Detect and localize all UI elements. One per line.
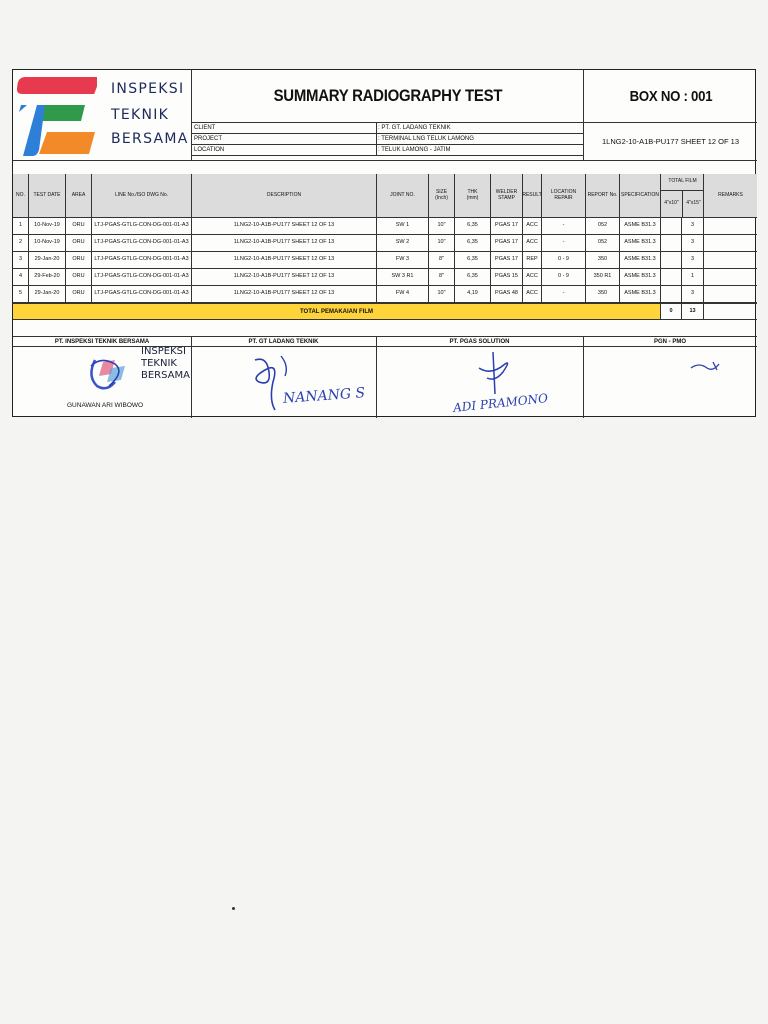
sheet-ref-cell [583, 122, 757, 160]
cell-thk: 4,19 [454, 286, 490, 302]
col-welder-stamp: WELDER STAMP [490, 174, 522, 218]
cell-remarks [703, 235, 757, 251]
cell-size: 10" [428, 235, 454, 251]
cell-repair: - [541, 286, 585, 302]
cell-joint: SW 1 [376, 218, 428, 234]
sign-company-2: PT. GT LADANG TEKNIK [248, 339, 319, 345]
total-row [13, 303, 660, 320]
col-result: RESULT [522, 174, 541, 218]
info-block [191, 122, 583, 160]
cell-remarks [703, 218, 757, 234]
cell-report: 350 R1 [585, 269, 619, 285]
col-report-no: REPORT No. [585, 174, 619, 218]
cell-spec: ASME B31.3 [619, 235, 660, 251]
sign-company-3: PT. PGAS SOLUTION [449, 339, 510, 345]
cell-repair: - [541, 235, 585, 251]
cell-spec: ASME B31.3 [619, 269, 660, 285]
stamp-line-1: INSPEKSI [141, 346, 186, 357]
table-row [13, 235, 757, 252]
col-location-repair: LOCATION REPAIR [541, 174, 585, 218]
cell-size: 8" [428, 269, 454, 285]
table-row [13, 218, 757, 235]
cell-line: LTJ-PGAS-GTLG-CON-DG-001-01-A3 [91, 218, 191, 234]
cell-film_a [660, 218, 681, 234]
cell-desc: 1LNG2-10-A1B-PU177 SHEET 12 OF 13 [191, 235, 376, 251]
signature-mark-4-icon [689, 360, 723, 374]
cell-desc: 1LNG2-10-A1B-PU177 SHEET 12 OF 13 [191, 252, 376, 268]
client-label: CLIENT [194, 125, 216, 131]
cell-film_a [660, 286, 681, 302]
paper-speck [232, 907, 235, 910]
total-remarks [703, 303, 757, 320]
cell-no: 1 [18, 222, 23, 229]
col-size: SIZE (Inch) [428, 174, 454, 218]
signature-scribble-3-icon [465, 350, 515, 400]
cell-remarks [703, 269, 757, 285]
cell-film_a [660, 252, 681, 268]
cell-film_b: 3 [681, 235, 703, 251]
box-no-cell [583, 70, 757, 122]
document-sheet [12, 69, 756, 417]
cell-report: 350 [585, 252, 619, 268]
film-size-b: 4"x15" [682, 190, 704, 218]
logo-mark-icon [17, 74, 97, 158]
cell-report: 052 [585, 218, 619, 234]
cell-no: 2 [18, 239, 23, 246]
cell-welder: PGAS 17 [490, 218, 522, 234]
cell-thk: 6,35 [454, 269, 490, 285]
cell-result: ACC [522, 235, 541, 251]
cell-remarks [703, 286, 757, 302]
cell-joint: FW 3 [376, 252, 428, 268]
cell-thk: 6,35 [454, 218, 490, 234]
total-film-label: TOTAL FILM [668, 178, 697, 185]
cell-no: 5 [18, 290, 23, 297]
cell-spec: ASME B31.3 [619, 218, 660, 234]
table-body [13, 218, 757, 303]
cell-report: 350 [585, 286, 619, 302]
document-title: SUMMARY RADIOGRAPHY TEST [273, 86, 502, 105]
col-joint-no: JOINT NO. [376, 174, 428, 218]
cell-result: ACC [522, 286, 541, 302]
company-logo [13, 70, 191, 160]
cell-repair: 0 - 9 [541, 269, 585, 285]
cell-repair: - [541, 218, 585, 234]
col-area: AREA [65, 174, 91, 218]
logo-text-teknik: TEKNIK [111, 107, 170, 123]
project-value: : TERMINAL LNG TELUK LAMONG [378, 136, 474, 142]
signer-name-1: GUNAWAN ARI WIBOWO [67, 402, 144, 409]
cell-spec: ASME B31.3 [619, 286, 660, 302]
cell-welder: PGAS 15 [490, 269, 522, 285]
table-row [13, 252, 757, 269]
cell-thk: 6,35 [454, 235, 490, 251]
cell-desc: 1LNG2-10-A1B-PU177 SHEET 12 OF 13 [191, 269, 376, 285]
location-label: LOCATION [194, 147, 225, 153]
signature-handwritten-2: NANANG S [282, 385, 366, 407]
cell-area: ORU [65, 218, 91, 234]
cell-result: ACC [522, 218, 541, 234]
cell-film_b: 3 [681, 218, 703, 234]
cell-result: ACC [522, 269, 541, 285]
location-value: : TELUK LAMONG - JATIM [378, 147, 451, 153]
cell-welder: PGAS 48 [490, 286, 522, 302]
cell-area: ORU [65, 235, 91, 251]
cell-size: 8" [428, 252, 454, 268]
cell-area: ORU [65, 269, 91, 285]
cell-date: 29-Feb-20 [28, 269, 65, 285]
signature-handwritten-3: ADI PRAMONO [452, 391, 549, 415]
title-cell [191, 70, 583, 122]
table-header [13, 174, 757, 218]
sign-company-4: PGN - PMO [653, 339, 686, 345]
cell-film_a [660, 235, 681, 251]
cell-joint: SW 3 R1 [376, 269, 428, 285]
sheet-reference: 1LNG2-10-A1B-PU177 SHEET 12 OF 13 [601, 136, 739, 146]
col-description: DESCRIPTION [191, 174, 376, 218]
cell-repair: 0 - 9 [541, 252, 585, 268]
logo-text-inspeksi: INSPEKSI [111, 81, 185, 97]
cell-size: 10" [428, 218, 454, 234]
project-label: PROJECT [194, 136, 223, 142]
cell-area: ORU [65, 252, 91, 268]
cell-desc: 1LNG2-10-A1B-PU177 SHEET 12 OF 13 [191, 286, 376, 302]
total-film-b: 13 [681, 303, 703, 320]
cell-film_a [660, 269, 681, 285]
cell-welder: PGAS 17 [490, 252, 522, 268]
cell-size: 10" [428, 286, 454, 302]
stamp-line-3: BERSAMA [141, 369, 190, 381]
stamp-text [141, 346, 190, 381]
col-no: NO. [16, 192, 25, 199]
signature-block [13, 336, 757, 418]
cell-thk: 6,35 [454, 252, 490, 268]
box-number: BOX NO : 001 [629, 87, 712, 105]
client-value: : PT. GT. LADANG TEKNIK [378, 125, 451, 131]
cell-film_b: 3 [681, 252, 703, 268]
cell-joint: SW 2 [376, 235, 428, 251]
cell-report: 052 [585, 235, 619, 251]
cell-no: 4 [18, 273, 23, 280]
cell-welder: PGAS 17 [490, 235, 522, 251]
cell-spec: ASME B31.3 [619, 252, 660, 268]
cell-result: REP [522, 252, 541, 268]
cell-film_b: 1 [681, 269, 703, 285]
cell-desc: 1LNG2-10-A1B-PU177 SHEET 12 OF 13 [191, 218, 376, 234]
total-label: TOTAL PEMAKAIAN FILM [300, 309, 373, 315]
cell-film_b: 3 [681, 286, 703, 302]
cell-joint: FW 4 [376, 286, 428, 302]
col-thk: THK (mm) [454, 174, 490, 218]
total-film-a: 0 [660, 303, 681, 320]
cell-area: ORU [65, 286, 91, 302]
col-total-film [660, 174, 703, 218]
cell-line: LTJ-PGAS-GTLG-CON-DG-001-01-A3 [91, 286, 191, 302]
logo-text-bersama: BERSAMA [111, 131, 189, 147]
cell-line: LTJ-PGAS-GTLG-CON-DG-001-01-A3 [91, 269, 191, 285]
cell-no: 3 [18, 256, 23, 263]
table-row [13, 286, 757, 303]
stamp-line-2: TEKNIK [141, 357, 177, 369]
sign-company-1: PT. INSPEKSI TEKNIK BERSAMA [54, 339, 150, 345]
col-test-date: TEST DATE [28, 174, 65, 218]
col-line-no: LINE No./ISO DWG No. [91, 174, 191, 218]
cell-remarks [703, 252, 757, 268]
cell-date: 29-Jan-20 [28, 252, 65, 268]
film-size-a: 4"x10" [664, 200, 679, 207]
col-remarks: REMARKS [703, 174, 757, 218]
cell-date: 10-Nov-19 [28, 218, 65, 234]
cell-line: LTJ-PGAS-GTLG-CON-DG-001-01-A3 [91, 252, 191, 268]
col-specification: SPECIFICATION [619, 174, 660, 218]
company-stamp-icon [85, 346, 135, 392]
table-row [13, 269, 757, 286]
cell-date: 29-Jan-20 [28, 286, 65, 302]
cell-date: 10-Nov-19 [28, 235, 65, 251]
cell-line: LTJ-PGAS-GTLG-CON-DG-001-01-A3 [91, 235, 191, 251]
